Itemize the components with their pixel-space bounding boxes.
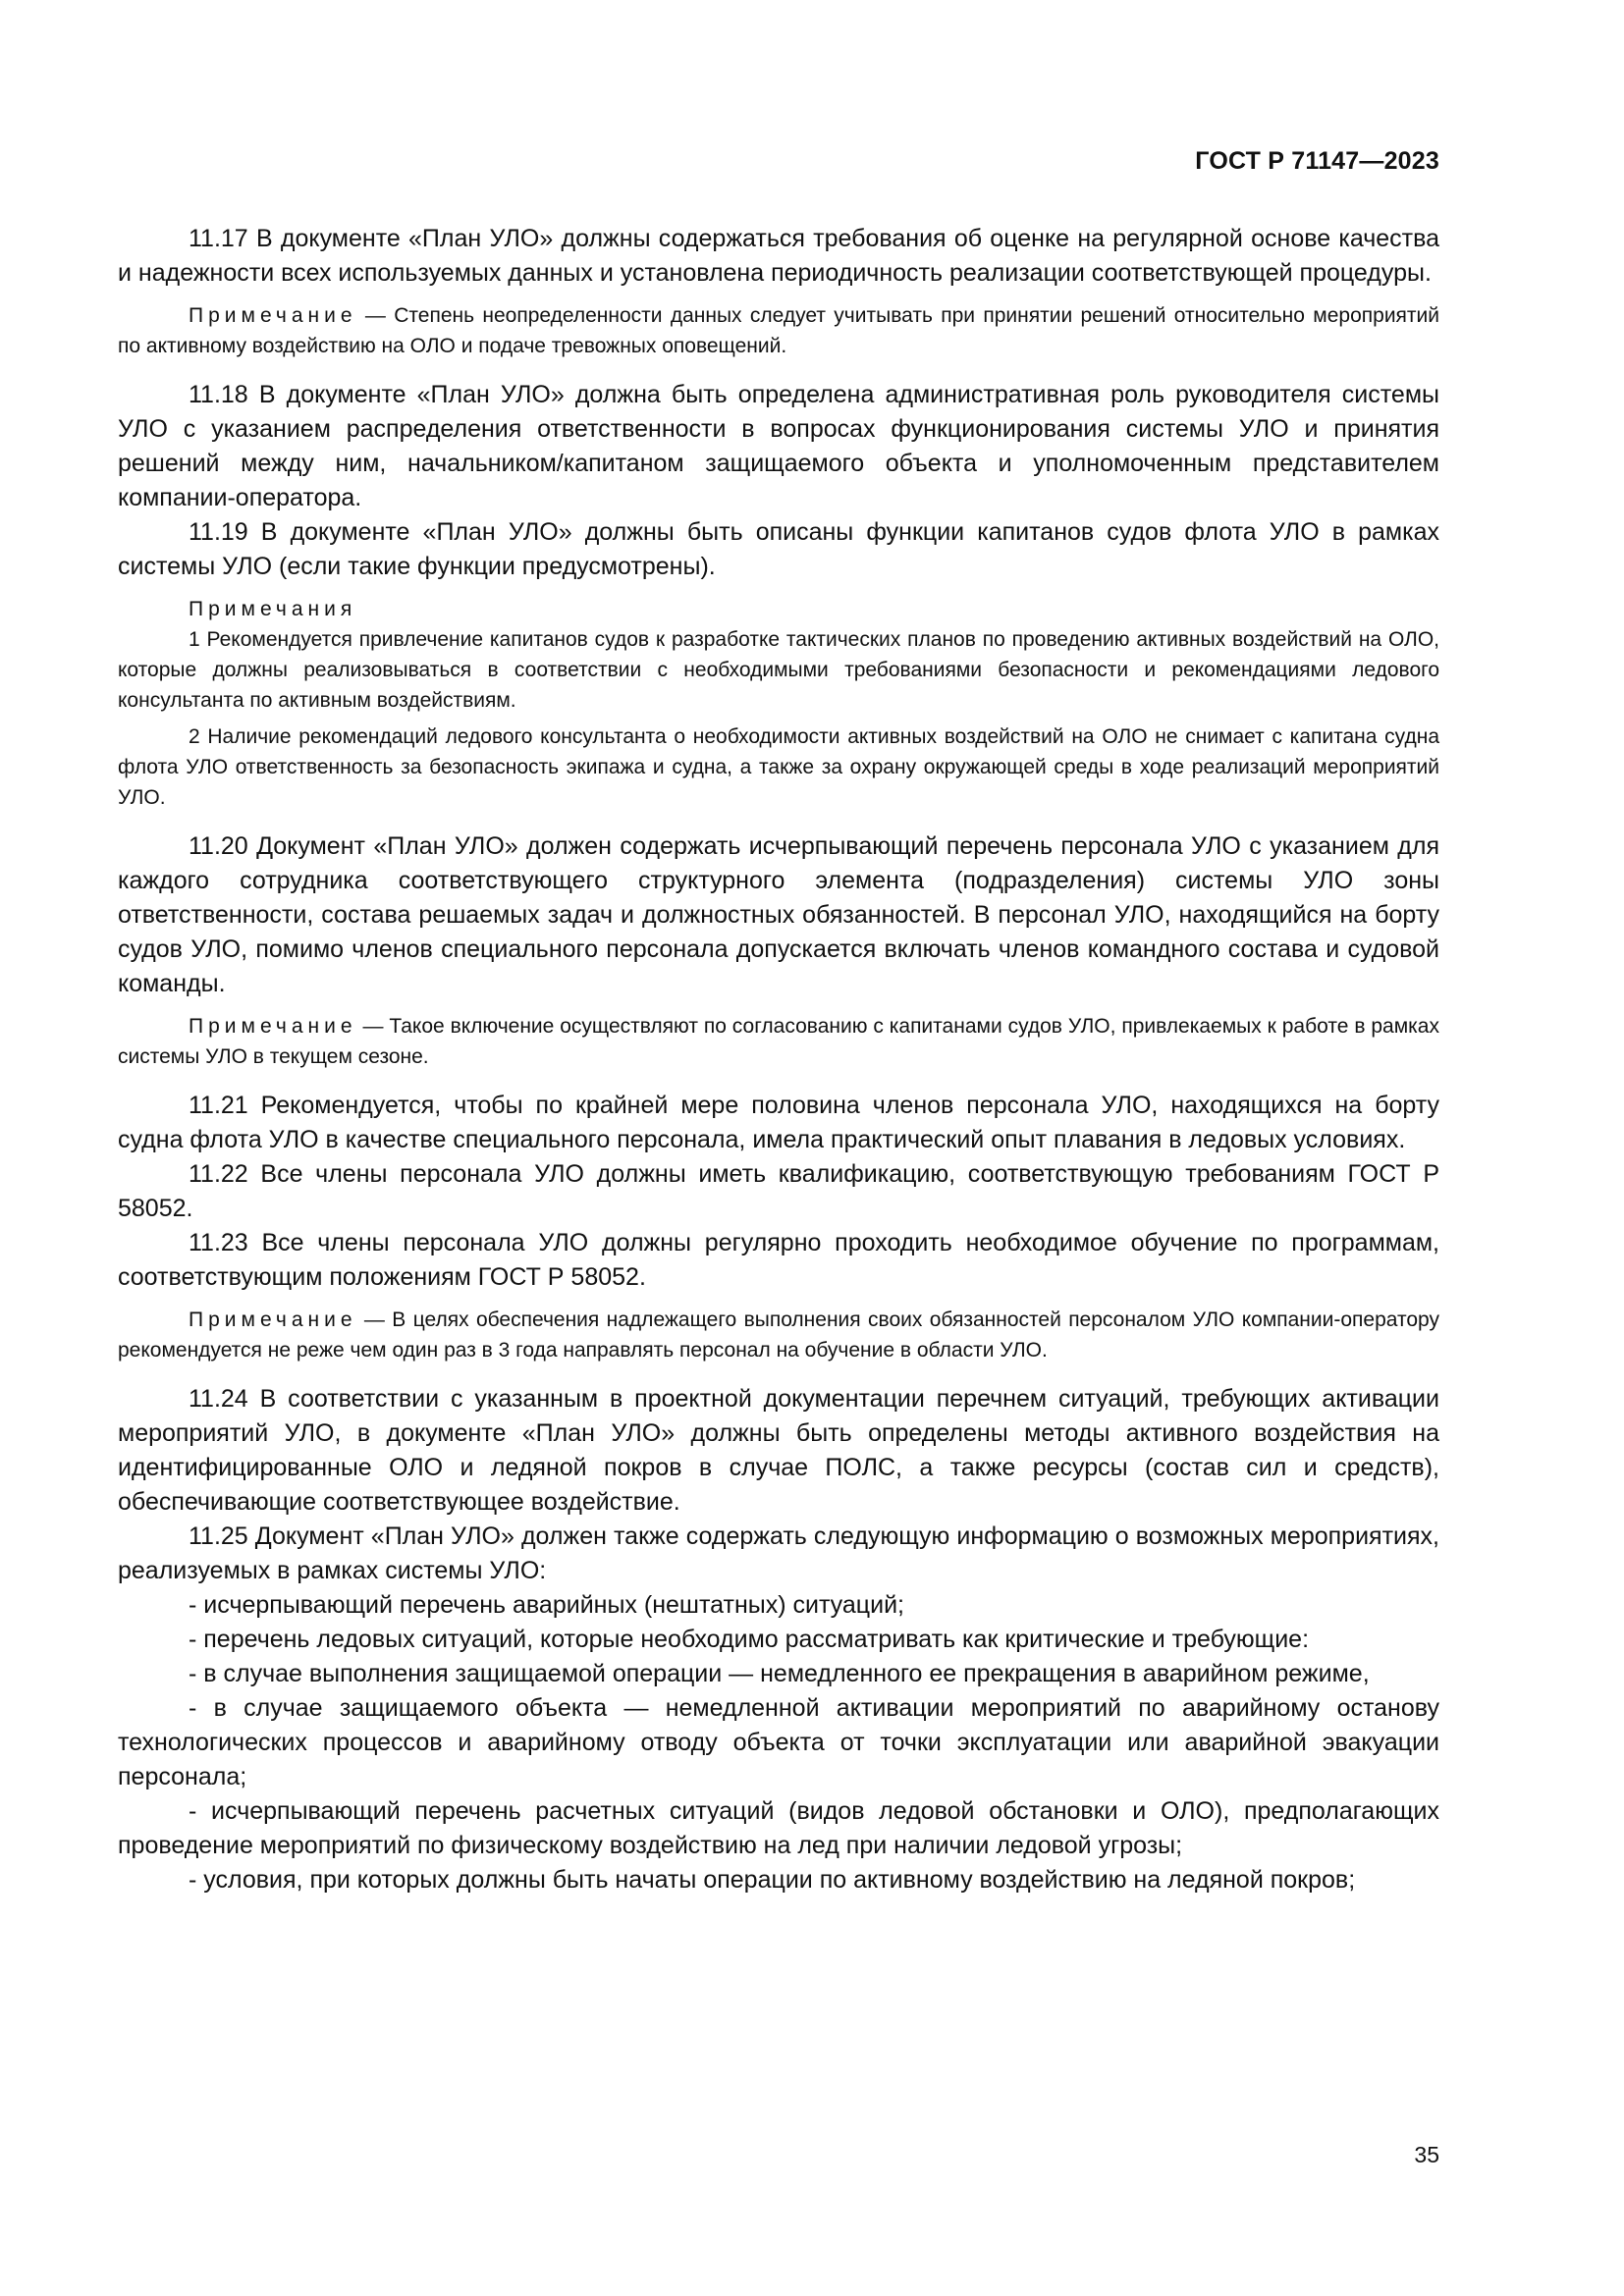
list-item: - исчерпывающий перечень аварийных (нештатных) ситуаций; [189, 1591, 905, 1619]
page-body [118, 222, 1439, 1897]
clause-11-23: 11.23 Все члены персонала УЛО должны регулярно проходить необходимое обучение по программам, соответствующим положениям ГОСТ Р 58052. [118, 1229, 1439, 1291]
list-item: - условия, при которых должны быть начаты операции по активному воздействию на ледяной покров; [189, 1866, 1356, 1894]
note-label: Примечание [189, 1308, 357, 1331]
note-1-11-19: 1 Рекомендуется привлечение капитанов судов к разработке тактических планов по проведению активных воздействий на ОЛО, которые должны реализовываться в соответствии с необходимыми требованиями безопасности и рекомендациями ледового консультанта по активным воздействиям. [118, 628, 1439, 712]
note-label: Примечание [189, 1015, 357, 1038]
list-item: - перечень ледовых ситуаций, которые необходимо рассматривать как критические и требующие: [189, 1626, 1310, 1653]
clause-11-22: 11.22 Все члены персонала УЛО должны иметь квалификацию, соответствующую требованиям ГОСТ Р 58052. [118, 1160, 1439, 1222]
note-text: — Степень неопределенности данных следует учитывать при принятии решений относительно мероприятий по активному воздействию на ОЛО и подаче тревожных оповещений. [118, 304, 1439, 357]
note-text: — В целях обеспечения надлежащего выполнения своих обязанностей персоналом УЛО компании-оператору рекомендуется не реже чем один раз в 3 года направлять персонал на обучение в области УЛО. [118, 1308, 1439, 1362]
note-11-23 [118, 1305, 1439, 1365]
note-11-17 [118, 300, 1439, 361]
list-item: - исчерпывающий перечень расчетных ситуаций (видов ледовой обстановки и ОЛО), предполагающих проведение мероприятий по физическому воздействию на лед при наличии ледовой угрозы; [118, 1797, 1439, 1859]
note-2-11-19: 2 Наличие рекомендаций ледового консультанта о необходимости активных воздействий на ОЛО не снимает с капитана судна флота УЛО ответственность за безопасность экипажа и судна, а также за охрану окружающей среды в ходе реализаций мероприятий УЛО. [118, 725, 1439, 809]
page-number: 35 [1414, 2142, 1439, 2167]
list-item: - в случае защищаемого объекта — немедленной активации мероприятий по аварийному останову технологических процессов и аварийному отводу объекта от точки эксплуатации или аварийной эвакуации персонала; [118, 1694, 1439, 1790]
clause-11-19: 11.19 В документе «План УЛО» должны быть описаны функции капитанов судов флота УЛО в рамках системы УЛО (если такие функции предусмотрены). [118, 518, 1439, 580]
note-label: Примечание [189, 304, 357, 327]
note-11-20 [118, 1011, 1439, 1072]
clause-11-17: 11.17 В документе «План УЛО» должны содержаться требования об оценке на регулярной основе качества и надежности всех используемых данных и установлена периодичность реализации соответствующей процедуры. [118, 225, 1439, 287]
clause-11-20: 11.20 Документ «План УЛО» должен содержать исчерпывающий перечень персонала УЛО с указанием для каждого сотрудника соответствующего структурного элемента (подразделения) системы УЛО зоны ответственности, состава решаемых задач и должностных обязанностей. В персонал УЛО, находящийся на борту судов УЛО, помимо членов специального персонала допускается включать членов командного состава и судовой команды. [118, 832, 1439, 997]
clause-11-18: 11.18 В документе «План УЛО» должна быть определена административная роль руководителя системы УЛО с указанием распределения ответственности в вопросах функционирования системы УЛО и принятия решений между ним, начальником/капитаном защищаемого объекта и уполномоченным представителем компании-оператора. [118, 381, 1439, 511]
document-code-header: ГОСТ Р 71147—2023 [1195, 147, 1439, 175]
notes-heading [118, 594, 1439, 624]
notes-label: Примечания [189, 598, 357, 620]
clause-11-24: 11.24 В соответствии с указанным в проектной документации перечнем ситуаций, требующих активации мероприятий УЛО, в документе «План УЛО» должны быть определены методы активного воздействия на идентифицированные ОЛО и ледяной покров в случае ПОЛС, а также ресурсы (состав сил и средств), обеспечивающие соответствующее воздействие. [118, 1385, 1439, 1516]
clause-11-25: 11.25 Документ «План УЛО» должен также содержать следующую информацию о возможных мероприятиях, реализуемых в рамках системы УЛО: [118, 1522, 1439, 1584]
note-text: — Такое включение осуществляют по согласованию с капитанами судов УЛО, привлекаемых к работе в рамках системы УЛО в текущем сезоне. [118, 1015, 1439, 1068]
list-item: - в случае выполнения защищаемой операции — немедленного ее прекращения в аварийном режиме, [189, 1660, 1370, 1687]
document-page [118, 0, 1439, 2296]
clause-11-21: 11.21 Рекомендуется, чтобы по крайней мере половина членов персонала УЛО, находящихся на борту судна флота УЛО в качестве специального персонала, имела практический опыт плавания в ледовых условиях. [118, 1092, 1439, 1153]
